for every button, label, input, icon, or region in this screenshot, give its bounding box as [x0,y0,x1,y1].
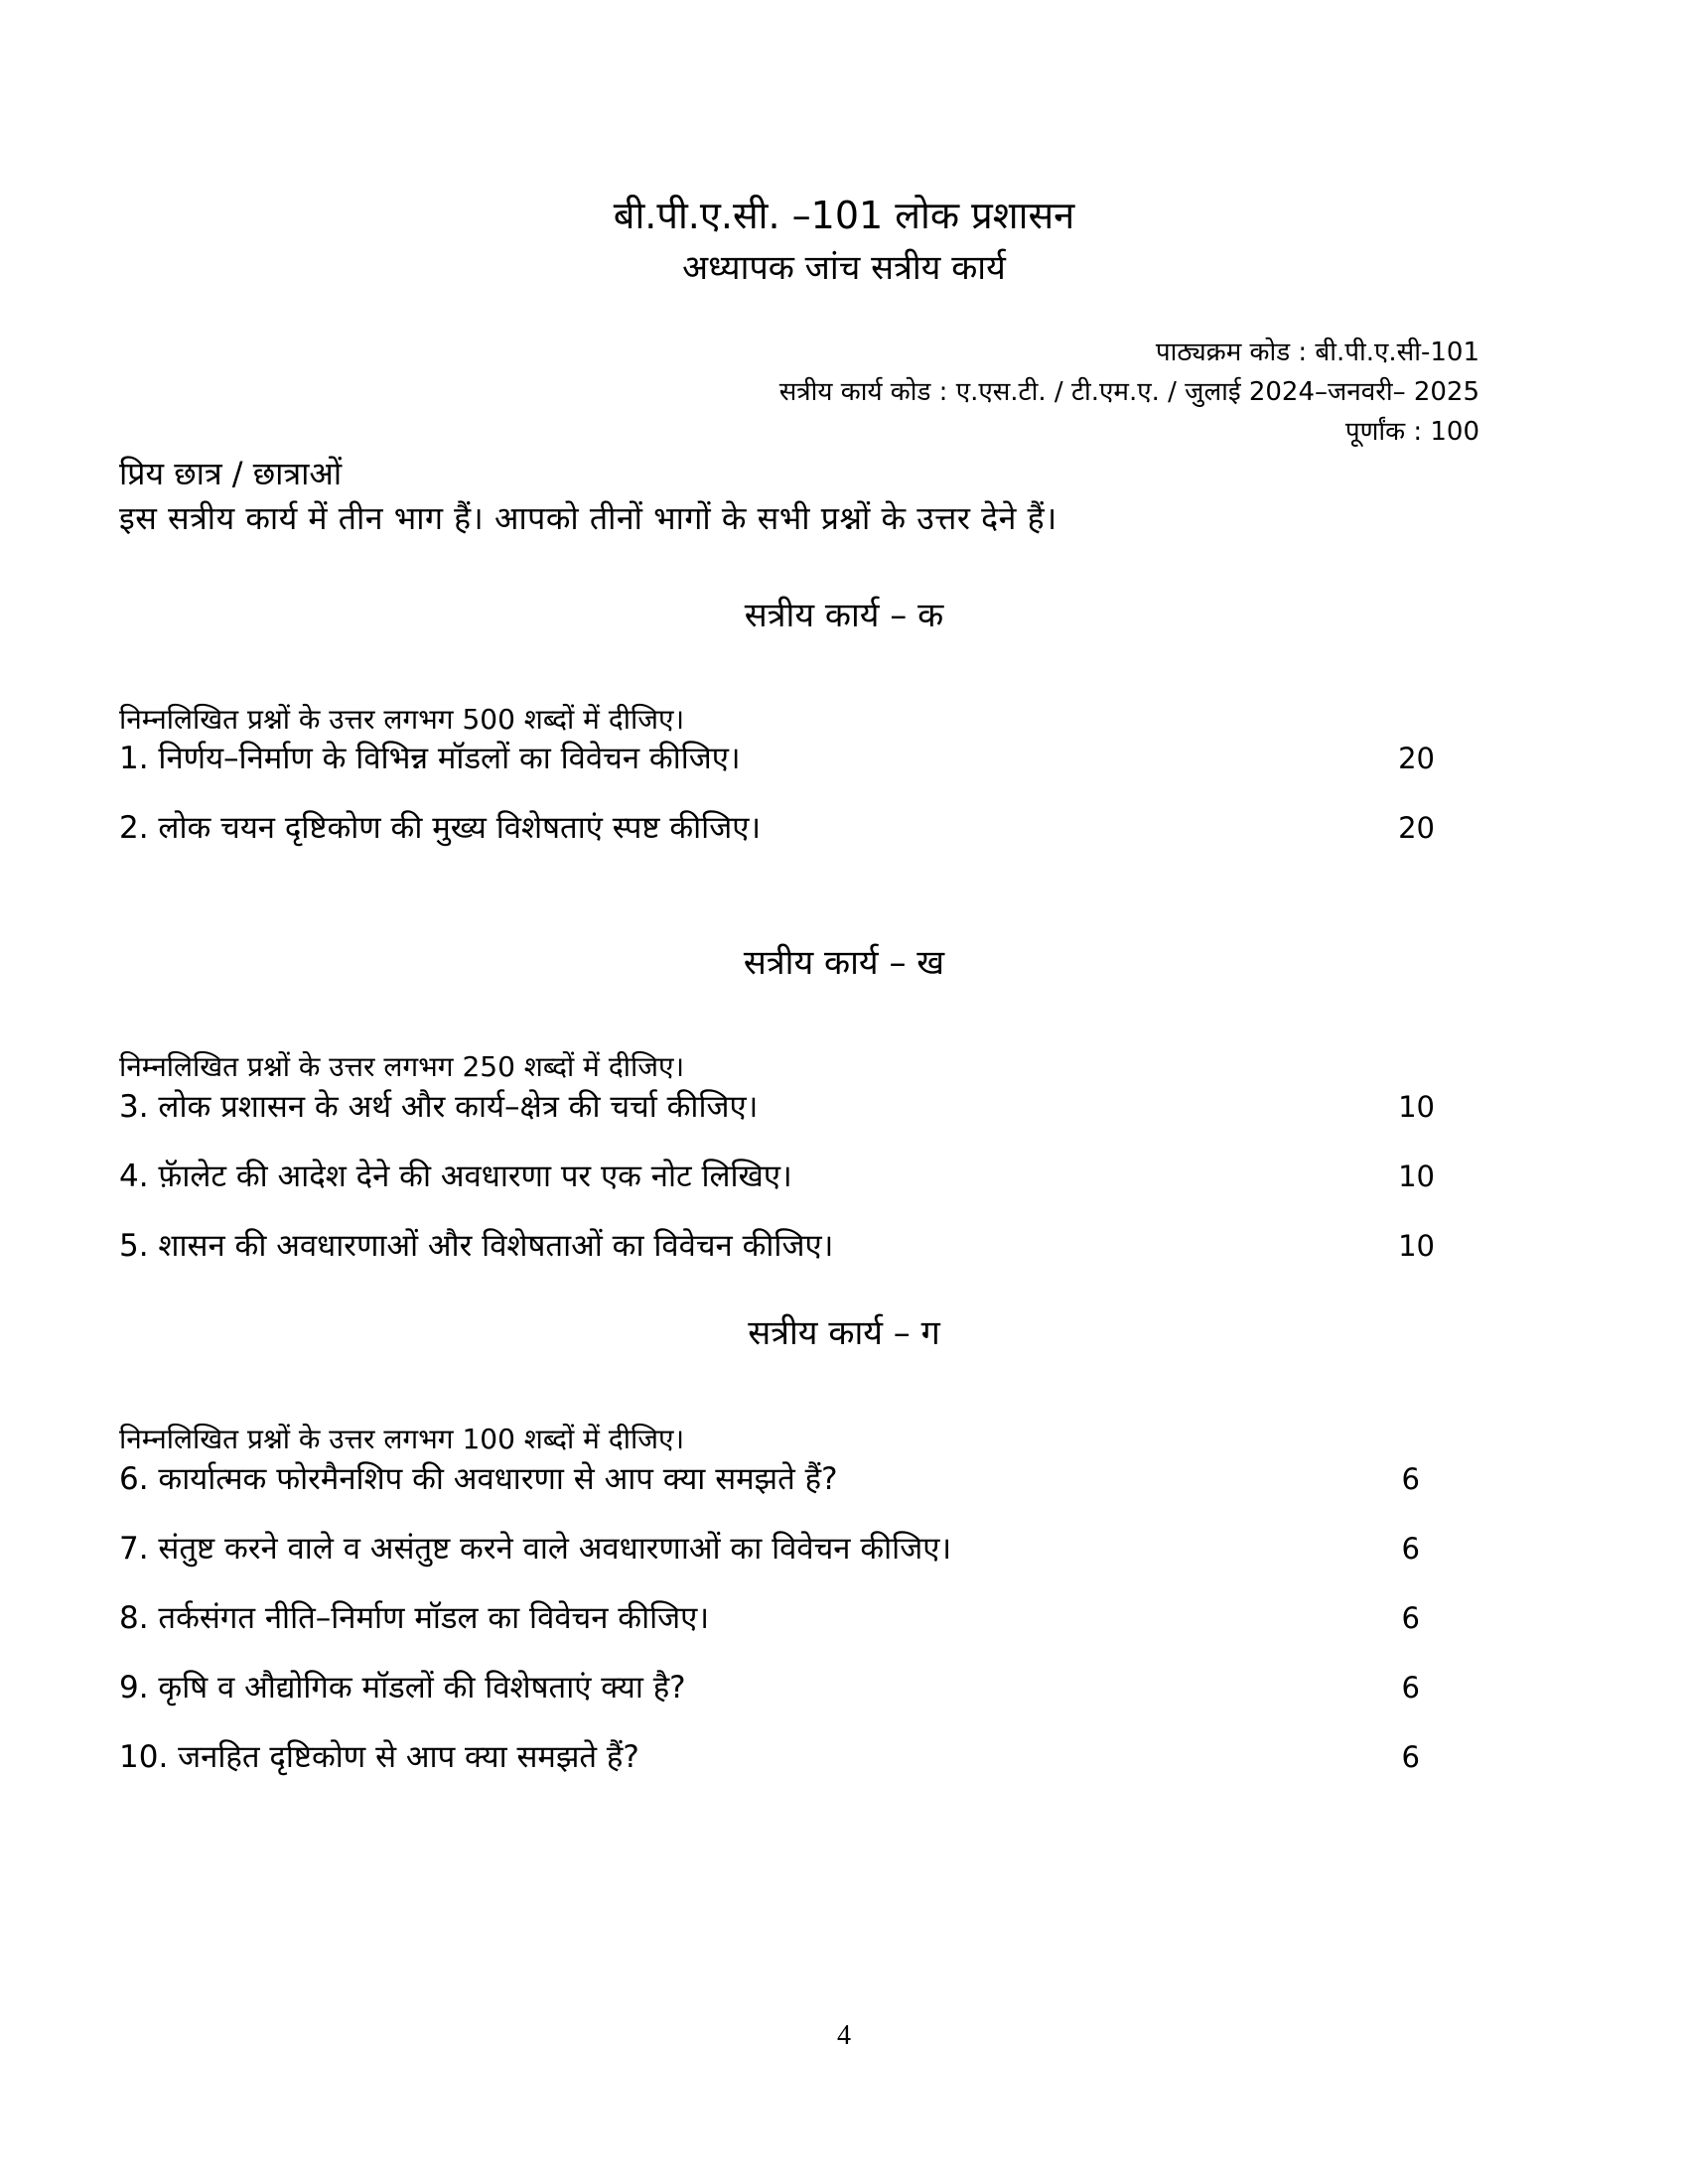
question-6: 6. कार्यात्मक फोरमैनशिप की अवधारणा से आप क्या समझते हैं? [119,1461,838,1497]
question-3: 3. लोक प्रशासन के अर्थ और कार्य–क्षेत्र की चर्चा कीजिए। [119,1089,759,1125]
question-8: 8. तर्कसंगत नीति–निर्माण मॉडल का विवेचन कीजिए। [119,1600,710,1636]
assignment-code: सत्रीय कार्य कोड : ए.एस.टी. / टी.एम.ए. / जुलाई 2024–जनवरी– 2025 [778,377,1479,407]
section-heading-b: सत्रीय कार्य – ख [743,943,945,983]
question-8-marks: 6 [1401,1601,1420,1635]
section-heading-c: सत्रीय कार्य – ग [748,1313,940,1353]
question-5-marks: 10 [1398,1229,1435,1263]
max-marks: पूर्णांक : 100 [1344,417,1479,447]
question-7-marks: 6 [1401,1532,1420,1566]
question-1: 1. निर्णय–निर्माण के विभिन्न मॉडलों का विवेचन कीजिए। [119,741,741,776]
document-subtitle: अध्यापक जांच सत्रीय कार्य [682,248,1006,288]
instructions-note: इस सत्रीय कार्य में तीन भाग हैं। आपको तीनों भागों के सभी प्रश्नों के उत्तर देने हैं। [119,499,1057,537]
course-code: पाठ्यक्रम कोड : बी.पी.ए.सी-101 [1155,338,1479,367]
question-9-marks: 6 [1401,1671,1420,1705]
question-10-marks: 6 [1401,1740,1420,1774]
question-6-marks: 6 [1401,1462,1420,1496]
document-title: बी.पी.ए.सी. –101 लोक प्रशासन [613,194,1075,237]
question-4-marks: 10 [1398,1160,1435,1193]
section-instruction-b: निम्नलिखित प्रश्नों के उत्तर लगभग 250 शब्दों में दीजिए। [119,1050,685,1083]
question-3-marks: 10 [1398,1090,1435,1124]
question-10: 10. जनहित दृष्टिकोण से आप क्या समझते हैं? [119,1739,639,1775]
question-1-marks: 20 [1398,742,1435,775]
salutation: प्रिय छात्र / छात्राओं [119,455,343,492]
section-instruction-a: निम्नलिखित प्रश्नों के उत्तर लगभग 500 शब्दों में दीजिए। [119,703,685,736]
question-7: 7. संतुष्ट करने वाले व असंतुष्ट करने वाले अवधारणाओं का विवेचन कीजिए। [119,1531,952,1567]
section-instruction-c: निम्नलिखित प्रश्नों के उत्तर लगभग 100 शब्दों में दीजिए। [119,1423,685,1455]
page-number: 4 [837,2020,851,2051]
question-2: 2. लोक चयन दृष्टिकोण की मुख्य विशेषताएं स्पष्ट कीजिए। [119,810,762,846]
question-9: 9. कृषि व औद्योगिक मॉडलों की विशेषताएं क्या है? [119,1670,686,1706]
question-4: 4. फॅ़ालेट की आदेश देने की अवधारणा पर एक नोट लिखिए। [119,1159,792,1194]
question-5: 5. शासन की अवधारणाओं और विशेषताओं का विवेचन कीजिए। [119,1228,834,1264]
section-heading-a: सत्रीय कार्य – क [744,596,944,635]
question-2-marks: 20 [1398,811,1435,845]
